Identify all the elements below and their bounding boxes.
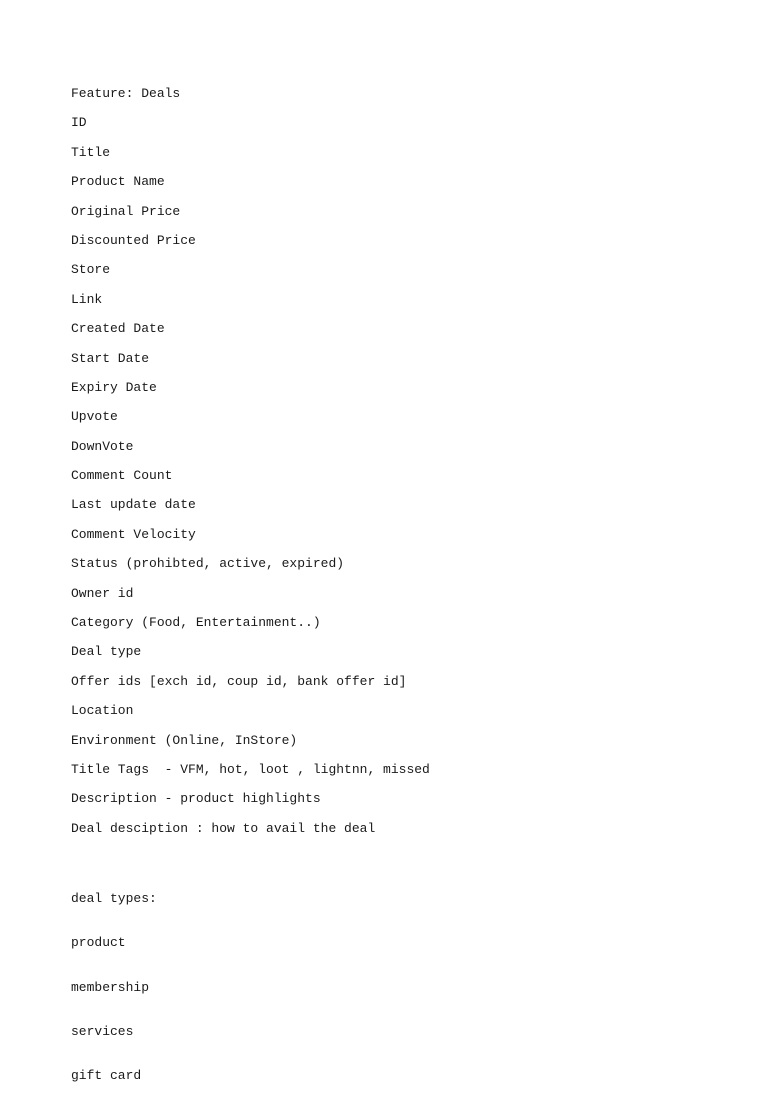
document-title: Feature: Deals [71,86,181,101]
field-status: Status (prohibted, active, expired) [71,556,345,572]
field-created-date: Created Date [71,321,165,337]
deal-types-heading: deal types: [71,890,157,906]
field-start-date: Start Date [71,350,150,366]
field-list [71,86,430,850]
field-owner-id: Owner id [71,585,134,601]
field-store: Store [71,262,111,278]
field-original-price: Original Price [71,203,181,219]
field-upvote: Upvote [71,409,118,425]
field-product-name: Product Name [71,174,165,190]
field-location: Location [71,703,134,719]
field-downvote: DownVote [71,438,134,454]
deal-type-item: membership [71,979,150,995]
field-title: Title [71,144,111,160]
field-id: ID [71,115,87,131]
field-comment-velocity: Comment Velocity [71,526,196,542]
field-offer-ids: Offer ids [exch id, coup id, bank offer id] [71,673,407,689]
deal-type-item: gift card [71,1068,142,1084]
deal-type-item: services [71,1023,134,1039]
field-deal-description: Deal desciption : how to avail the deal [71,820,376,836]
field-link: Link [71,291,103,307]
field-environment: Environment (Online, InStore) [71,732,298,748]
document-page [71,86,430,1114]
field-category: Category (Food, Entertainment..) [71,615,321,631]
field-expiry-date: Expiry Date [71,379,157,395]
deal-type-item: product [71,935,126,951]
field-discounted-price: Discounted Price [71,232,196,248]
field-last-update-date: Last update date [71,497,196,513]
deal-types-block [71,862,430,1114]
field-comment-count: Comment Count [71,468,173,484]
field-deal-type: Deal type [71,644,142,660]
field-title-tags: Title Tags - VFM, hot, loot , lightnn, missed [71,761,430,777]
field-description: Description - product highlights [71,791,321,807]
